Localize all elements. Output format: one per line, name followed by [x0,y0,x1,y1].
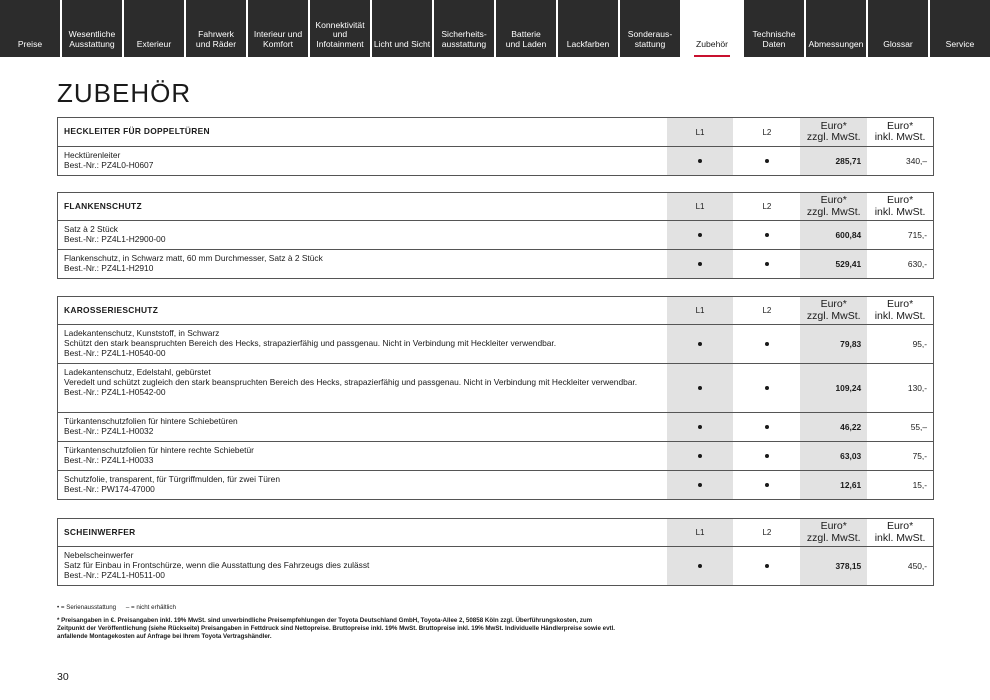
price-net: 63,03 [800,442,867,470]
item-name: Ladekantenschutz, Edelstahl, gebürstet [64,367,211,377]
item-description [58,547,667,585]
nav-tab-exterieur[interactable]: Exterieur [124,0,186,57]
price-gross: 450,- [907,561,927,571]
footnotes [57,604,617,641]
cell-l2 [733,221,800,249]
nav-tab-sonderausstattung[interactable]: Sonderaus- stattung [620,0,682,57]
item-order-number: Best.-Nr.: PZ4L1-H2910 [64,262,154,273]
section-header [58,193,933,220]
standard-dot-icon [765,159,769,163]
price-gross: 95,- [912,339,927,349]
item-description [58,413,667,441]
item-name: Schutzfolie, transparent, für Türgriffmulden, für zwei Türen [64,474,280,484]
top-navigation [0,0,990,57]
item-name: Ladekantenschutz, Kunststoff, in Schwarz [64,328,220,338]
item-detail: Schützt den stark beanspruchten Bereich des Hecks, strapazierfähig und passgenau. Nicht in Verbindung mit Heckleiter verwendbar. [64,337,557,348]
col-header-price-net: Euro* zzgl. MwSt. [800,519,867,546]
section-title: KAROSSERIESCHUTZ [64,304,159,315]
table-row [58,146,933,175]
table-row [58,363,933,412]
standard-dot-icon [698,262,702,266]
cell-l1 [667,325,734,363]
table-row [58,324,933,363]
nav-tab-licht-und-sicht[interactable]: Licht und Sicht [372,0,434,57]
page-title: ZUBEHÖR [57,78,192,108]
item-description [58,364,667,412]
col-header-price-gross: Euro* inkl. MwSt. [874,119,926,143]
nav-tab-konnektivitaet[interactable]: Konnektivität und Infotainment [310,0,372,57]
col-header-l2: L2 [762,528,772,537]
item-description [58,147,667,175]
standard-dot-icon [765,262,769,266]
nav-tab-technische-daten[interactable]: Technische Daten [744,0,806,57]
nav-tab-service[interactable]: Service [945,38,975,49]
item-order-number: Best.-Nr.: PZ4L0-H0607 [64,159,154,170]
item-description [58,250,667,278]
standard-dot-icon [698,386,702,390]
nav-tab-wesentliche-ausstattung[interactable]: Wesentliche Ausstattung [62,0,124,57]
standard-dot-icon [765,483,769,487]
cell-l1 [667,442,734,470]
price-gross: 75,- [912,451,927,461]
nav-tab-fahrwerk[interactable]: Fahrwerk und Räder [186,0,248,57]
section-header [58,519,933,546]
cell-l1 [667,547,734,585]
page-number: 30 [57,671,69,683]
price-net: 600,84 [800,221,867,249]
col-header-l1: L1 [667,193,734,220]
cell-l2 [733,325,800,363]
nav-tab-zubehoer[interactable]: Zubehör [682,0,744,57]
col-header-price-gross: Euro* inkl. MwSt. [874,194,926,218]
price-net: 529,41 [800,250,867,278]
section-karosserieschutz [57,296,934,500]
table-row [58,546,933,585]
item-name: Hecktürenleiter [64,150,121,160]
standard-dot-icon [698,342,702,346]
price-gross: 340,– [906,156,927,166]
standard-dot-icon [698,564,702,568]
item-detail: Veredelt und schützt zugleich den stark beanspruchten Bereich des Hecks, strapazierfähig und passgenau. Nicht in Verbindung mit Heckleiter verwendbar. [64,376,638,387]
cell-l1 [667,413,734,441]
price-gross: 715,- [907,230,927,240]
standard-dot-icon [765,342,769,346]
col-header-price-net: Euro* zzgl. MwSt. [800,297,867,324]
item-description [58,471,667,499]
section-header [58,118,933,146]
standard-dot-icon [698,454,702,458]
nav-tab-lackfarben[interactable]: Lackfarben [558,0,620,57]
item-name: Nebelscheinwerfer [64,550,134,560]
col-header-l1: L1 [667,297,734,324]
cell-l1 [667,364,734,412]
cell-l2 [733,413,800,441]
price-footnote: * Preisangaben in €. Preisangaben inkl. 19% MwSt. sind unverbindliche Preisempfehlungen der Toyota Deutschland GmbH, Toyota-Allee 2, 50858 Köln zzgl. Überführungskosten, zum Zeitpunkt der Veröffentlichung (siehe Rückseite) Preisangaben in Fettdruck sind Nettopreise. Bruttopreise inkl. 19% MwSt. Bruttopreise inkl. 19% MwSt. Individuelle Händlerpreise sowie evtl. anfallende Montagekosten auf Anfrage bei Ihrem Toyota Vertragshändler. [57,617,616,640]
nav-tab-interieur[interactable]: Interieur und Komfort [248,0,310,57]
price-net: 378,15 [800,547,867,585]
nav-tab-glossar[interactable]: Glossar [868,0,930,57]
legend-unavailable: – = nicht erhältlich [125,604,176,611]
section-header [58,297,933,324]
item-description [58,221,667,249]
cell-l2 [733,471,800,499]
item-order-number: Best.-Nr.: PZ4L1-H0032 [64,425,154,436]
cell-l1 [667,147,734,175]
standard-dot-icon [765,564,769,568]
legend [57,604,617,612]
price-gross: 55,– [910,422,927,432]
item-description [58,325,667,363]
table-row [58,249,933,278]
price-net: 109,24 [800,364,867,412]
cell-l1 [667,250,734,278]
item-order-number: Best.-Nr.: PZ4L1-H0511-00 [64,569,165,580]
table-row [58,470,933,499]
col-header-price-net: Euro* zzgl. MwSt. [800,193,867,220]
section-title: HECKLEITER FÜR DOPPELTÜREN [64,126,210,137]
standard-dot-icon [765,454,769,458]
cell-l2 [733,364,800,412]
item-order-number: Best.-Nr.: PZ4L1-H0540-00 [64,347,166,358]
price-net: 285,71 [800,147,867,175]
cell-l2 [733,547,800,585]
item-detail: Satz für Einbau in Frontschürze, wenn die Ausstattung des Fahrzeugs dies zulässt [64,559,370,570]
standard-dot-icon [698,425,702,429]
item-name: Türkantenschutzfolien für hintere rechte Schiebetür [64,445,254,455]
col-header-l1: L1 [667,519,734,546]
section-flankenschutz [57,192,934,279]
col-header-l2: L2 [762,306,772,315]
cell-l2 [733,250,800,278]
item-name: Türkantenschutzfolien für hintere Schiebetüren [64,416,238,426]
standard-dot-icon [765,386,769,390]
table-row [58,220,933,249]
item-order-number: Best.-Nr.: PW174-47000 [64,483,155,494]
col-header-price-gross: Euro* inkl. MwSt. [874,298,926,322]
col-header-l1: L1 [667,118,734,146]
nav-tab-abmessungen[interactable]: Abmessungen [806,0,868,57]
col-header-l2: L2 [762,202,772,211]
standard-dot-icon [698,483,702,487]
price-net: 79,83 [800,325,867,363]
item-order-number: Best.-Nr.: PZ4L1-H2900-00 [64,233,166,244]
standard-dot-icon [765,425,769,429]
cell-l2 [733,147,800,175]
item-name: Flankenschutz, in Schwarz matt, 60 mm Durchmesser, Satz à 2 Stück [64,253,323,263]
section-title: SCHEINWERFER [64,526,136,537]
item-description [58,442,667,470]
price-gross: 630,- [907,259,927,269]
standard-dot-icon [698,159,702,163]
col-header-l2: L2 [762,127,772,137]
standard-dot-icon [765,233,769,237]
item-name: Satz à 2 Stück [64,224,118,234]
section-title: FLANKENSCHUTZ [64,200,142,211]
table-row [58,441,933,470]
item-order-number: Best.-Nr.: PZ4L1-H0542-00 [64,386,166,397]
cell-l1 [667,471,734,499]
table-row [58,412,933,441]
section-scheinwerfer [57,518,934,586]
price-gross: 130,- [907,383,927,393]
cell-l1 [667,221,734,249]
price-net: 46,22 [800,413,867,441]
section-heckleiter [57,117,934,176]
col-header-price-net: Euro* zzgl. MwSt. [800,118,867,146]
price-net: 12,61 [800,471,867,499]
nav-tab-sicherheitsausstattung[interactable]: Sicherheits- ausstattung [434,0,496,57]
cell-l2 [733,442,800,470]
legend-standard: • = Serienausstattung [57,604,117,611]
standard-dot-icon [698,233,702,237]
col-header-price-gross: Euro* inkl. MwSt. [874,520,926,544]
price-gross: 15,- [912,480,927,490]
item-order-number: Best.-Nr.: PZ4L1-H0033 [64,454,154,465]
nav-tab-preise[interactable]: Preise [0,0,62,57]
nav-tab-batterie[interactable]: Batterie und Laden [496,0,558,57]
